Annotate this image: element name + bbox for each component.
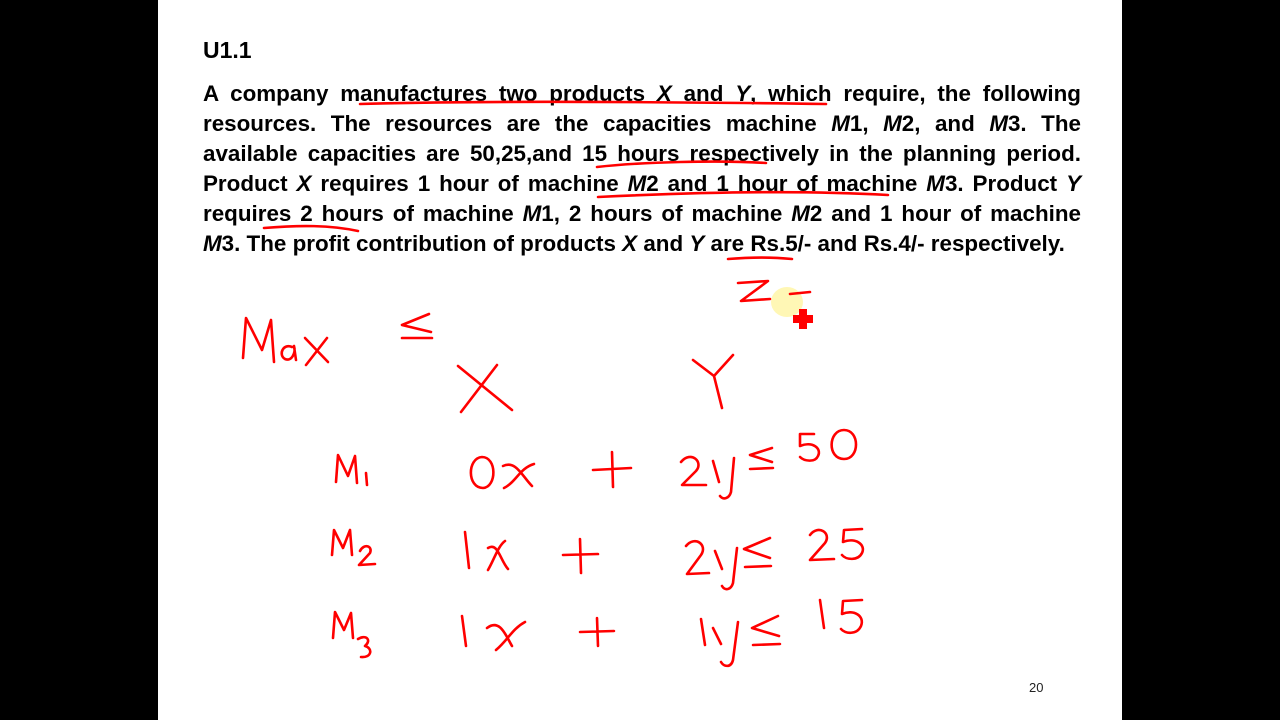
problem-text-run: manufactures two products [340, 81, 657, 106]
variable-symbol: M [627, 171, 647, 196]
problem-text-run: requires 2 hours of machine [203, 201, 523, 226]
problem-text-run: , which require, the following resources. The resources are the capacities machine [203, 81, 1081, 136]
variable-symbol: X [622, 231, 638, 256]
problem-text-run: 3. Product [944, 171, 1067, 196]
variable-symbol: M [791, 201, 810, 226]
variable-symbol: M [989, 111, 1008, 136]
variable-symbol: M [883, 111, 902, 136]
problem-text-run: and [637, 231, 690, 256]
problem-statement [203, 79, 1081, 259]
variable-symbol: X [296, 171, 312, 196]
problem-text-run: and [671, 81, 736, 106]
problem-text-run: 1, [849, 111, 884, 136]
page-number: 20 [1029, 680, 1044, 695]
problem-text-run: 1, 2 hours of machine [541, 201, 792, 226]
variable-symbol: X [656, 81, 672, 106]
problem-paragraph [203, 79, 1081, 259]
problem-text-run: 2, and [901, 111, 990, 136]
variable-symbol: M [522, 201, 542, 226]
problem-text-run: 2 and 1 hour of machine [809, 201, 1081, 226]
variable-symbol: M [831, 111, 850, 136]
problem-text-run: requires 1 hour of machine [311, 171, 628, 196]
problem-text-run: 2 and 1 hour of machine [646, 171, 927, 196]
slide-canvas [158, 0, 1122, 720]
problem-text-run: A company [203, 81, 341, 106]
problem-text-run: 3. The available capacities are 50,25,and 15 hours respectively in the planning period. Product [203, 111, 1081, 196]
variable-symbol: Y [1066, 171, 1081, 196]
variable-symbol: Y [689, 231, 705, 256]
slide-heading: U1.1 [203, 37, 252, 63]
variable-symbol: M [203, 231, 222, 256]
problem-text-run: 3. The profit contribution of products [221, 231, 623, 256]
problem-text-run: are Rs.5/- and Rs.4/- respectively. [704, 231, 1065, 256]
variable-symbol: Y [735, 81, 751, 106]
variable-symbol: M [926, 171, 945, 196]
